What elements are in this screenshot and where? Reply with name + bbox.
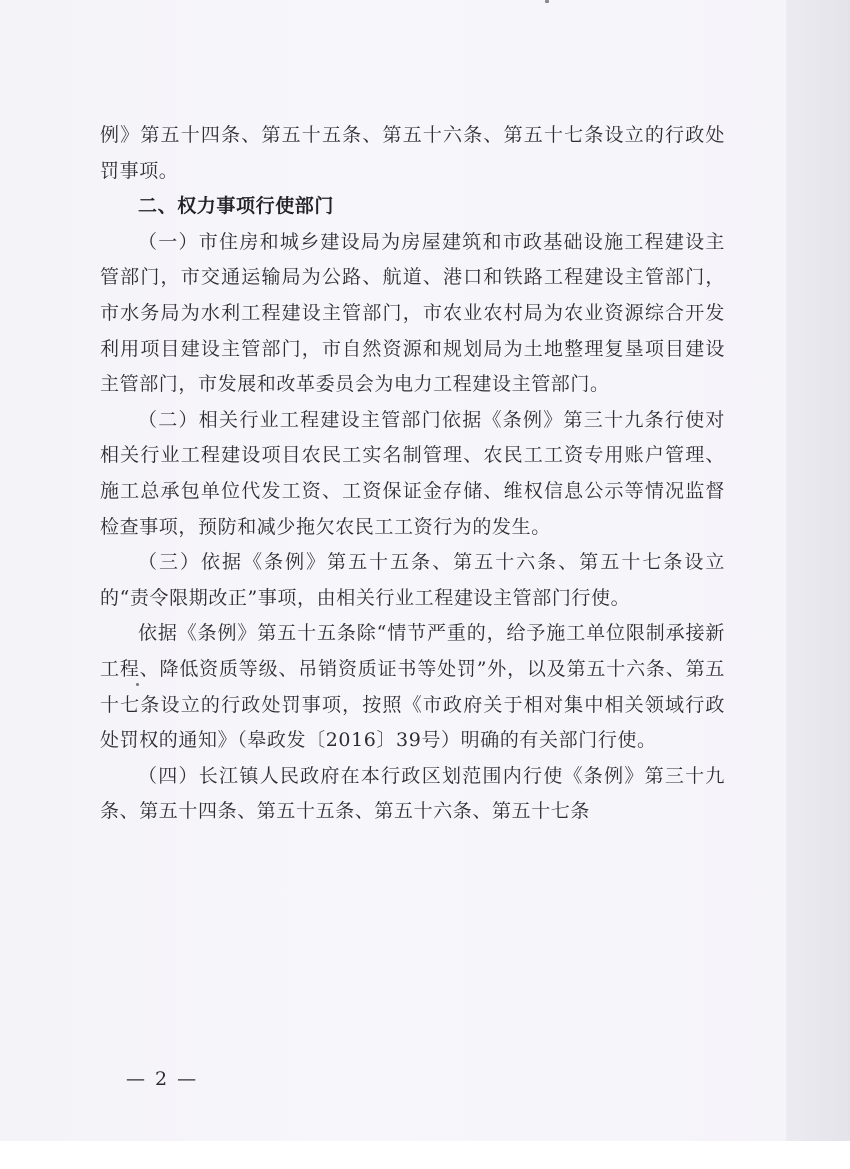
page-number: — 2 — xyxy=(126,1068,199,1090)
scan-bottom-margin xyxy=(0,1141,850,1169)
scan-speck xyxy=(545,0,549,3)
paragraph-continuation: 例》第五十四条、第五十五条、第五十六条、第五十七条设立的行政处罚事项。 xyxy=(100,124,725,182)
document-body xyxy=(100,118,725,830)
paragraph-item-4: （四）长江镇人民政府在本行政区划范围内行使《条例》第三十九条、第五十四条、第五十五条、第五十六条、第五十七条 xyxy=(100,764,725,823)
scan-shadow-edge xyxy=(786,0,850,1169)
paragraph-item-3-detail: 依据《条例》第五十五条除“情节严重的，给予施工单位限制承接新工程、降低资质等级、吊销资质证书等处罚”外，以及第五十六条、第五十七条设立的行政处罚事项，按照《市政府关于相对集中相关领域行政处罚权的通知》（皋政发〔2016〕39号）明确的有关部门行使。 xyxy=(100,622,725,752)
section-heading: 二、权力事项行使部门 xyxy=(138,195,335,218)
paragraph-item-2: （二）相关行业工程建设主管部门依据《条例》第三十九条行使对相关行业工程建设项目农民工实名制管理、农民工工资专用账户管理、施工总承包单位代发工资、工资保证金存储、维权信息公示等情况监督检查事项，预防和减少拖欠农民工工资行为的发生。 xyxy=(100,408,725,538)
paragraph-item-1: （一）市住房和城乡建设局为房屋建筑和市政基础设施工程建设主管部门，市交通运输局为公路、航道、港口和铁路工程建设主管部门，市水务局为水利工程建设主管部门，市农业农村局为农业资源综合开发利用项目建设主管部门，市自然资源和规划局为土地整理复垦项目建设主管部门，市发展和改革委员会为电力工程建设主管部门。 xyxy=(100,230,725,396)
paragraph-item-3: （三）依据《条例》第五十五条、第五十六条、第五十七条设立的“责令限期改正”事项，由相关行业工程建设主管部门行使。 xyxy=(100,551,725,609)
